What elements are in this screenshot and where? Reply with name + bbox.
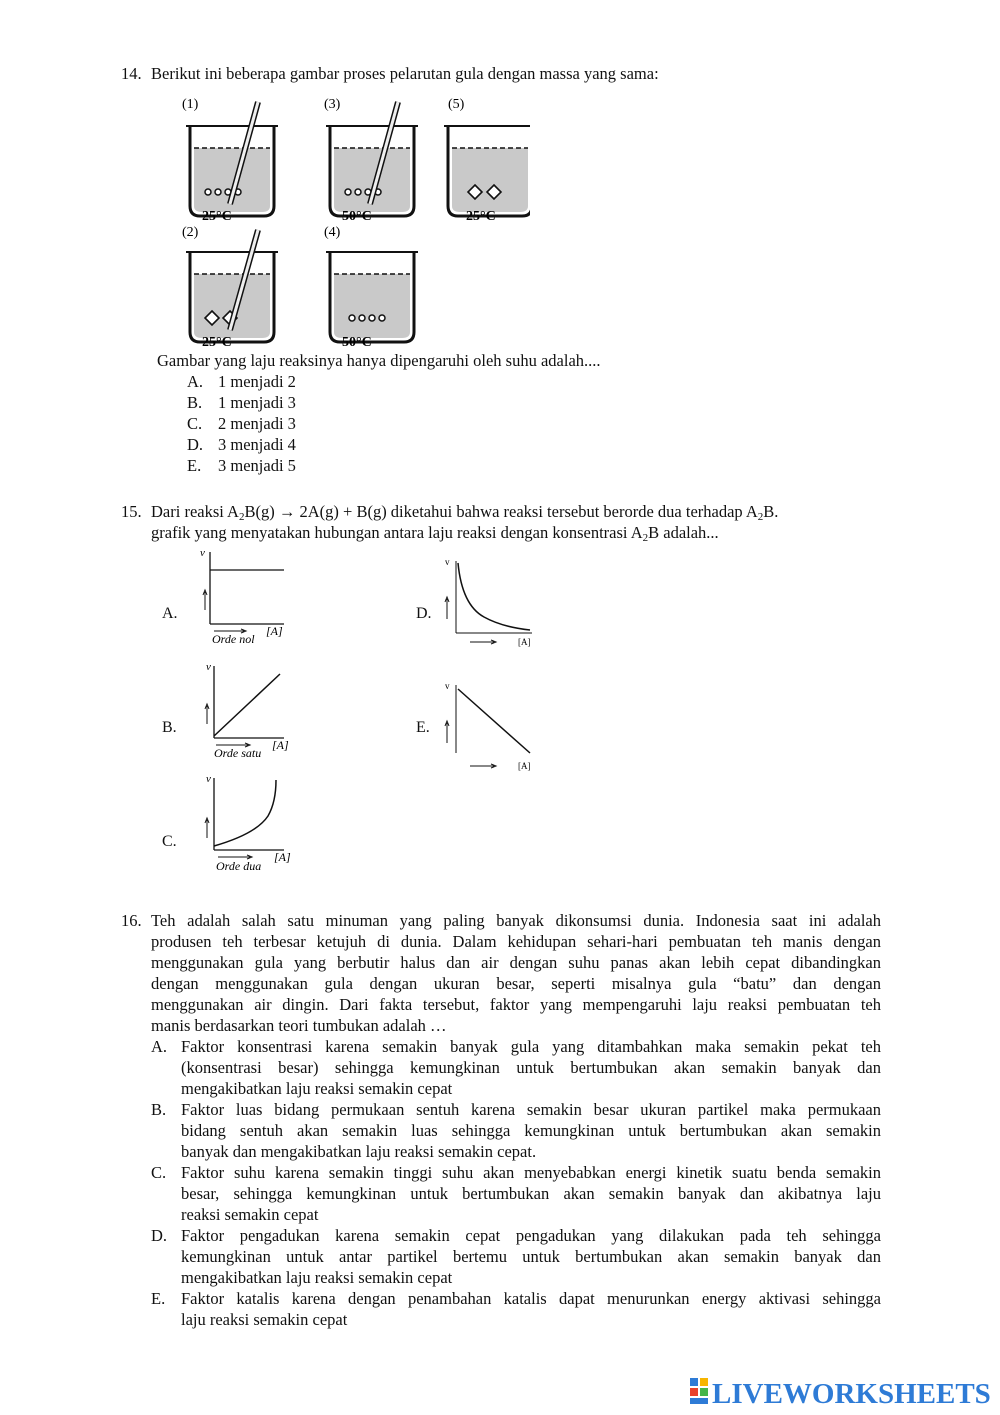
question-number: 14. <box>121 64 142 83</box>
beaker-label: (1) <box>182 97 199 112</box>
answer-options <box>151 1036 881 1330</box>
graph-option-letter: B. <box>162 719 177 736</box>
curve-decay <box>458 563 530 630</box>
beaker-temp: 50°C <box>342 335 372 350</box>
logo-text: LIVEWORKSHEETS <box>712 1378 990 1410</box>
question-text: Berikut ini beberapa gambar proses pelarutan gula dengan massa yang sama: <box>151 64 659 83</box>
svg-text:[A]: [A] <box>274 850 291 864</box>
beaker-temp: 25°C <box>202 335 232 350</box>
answer-option[interactable]: B. Faktor luas bidang permukaan sentuh karena semakin besar ukuran partikel maka permukaan bidang sentuh akan semakin luas sehingga kemungkinan untuk bertumbukan akan semakin banyak dan mengakibatkan laju reaksi semakin cepat. <box>151 1100 881 1161</box>
graph-option-d[interactable] <box>440 553 540 649</box>
svg-text:Orde satu: Orde satu <box>214 746 262 760</box>
beaker-5 <box>444 97 530 224</box>
beaker-4 <box>324 225 418 350</box>
graph-option-a[interactable] <box>196 546 306 646</box>
graph-option-b[interactable] <box>196 660 306 760</box>
graph-option-c[interactable] <box>196 772 306 874</box>
svg-text:v: v <box>200 547 205 559</box>
svg-text:[A]: [A] <box>518 637 531 647</box>
beaker-figure <box>170 92 530 352</box>
question-number: 16. <box>121 911 142 930</box>
beaker-label: (3) <box>324 97 341 112</box>
graph-option-letter: E. <box>416 719 430 736</box>
beaker-1 <box>182 97 278 224</box>
beaker-label: (4) <box>324 225 341 240</box>
question-number: 15. <box>121 502 142 521</box>
beaker-2 <box>182 225 278 350</box>
question-prompt: Gambar yang laju reaksinya hanya dipengaruhi oleh suhu adalah.... <box>157 351 601 370</box>
beaker-3 <box>324 97 418 224</box>
answer-option[interactable]: D. Faktor pengadukan karena semakin cepat pengadukan yang dilakukan pada teh sehingga kemungkinan untuk antar partikel bertemu untuk bertumbukan akan semakin banyak dan mengakibatkan laju reaksi semakin cepat <box>151 1226 881 1287</box>
svg-text:Orde dua: Orde dua <box>216 859 262 873</box>
curve-first-order <box>214 674 280 736</box>
curve-decreasing-line <box>458 689 530 753</box>
beaker-label: (5) <box>448 97 465 112</box>
curve-second-order <box>214 780 276 846</box>
answer-option[interactable]: A. Faktor konsentrasi karena semakin banyak gula yang ditambahkan maka semakin pekat teh (konsentrasi besar) sehingga kemungkinan untuk bertumbukan akan semakin banyak dan mengakibatkan laju reaksi semakin cepat <box>151 1037 881 1098</box>
svg-text:v: v <box>445 681 450 691</box>
graph-option-letter: A. <box>162 605 178 622</box>
svg-text:v: v <box>206 773 211 785</box>
svg-text:[A]: [A] <box>518 761 531 771</box>
question-text-2: grafik yang menyatakan hubungan antara laju reaksi dengan konsentrasi $A_2B$ adalah... <box>151 523 719 544</box>
graph-option-letter: C. <box>162 833 177 850</box>
liveworksheets-logo[interactable] <box>690 1370 990 1410</box>
beaker-temp: 25°C <box>202 209 232 224</box>
answer-option[interactable]: E. Faktor katalis karena dengan penambahan katalis dapat menurunkan energy aktivasi sehingga laju reaksi semakin cepat <box>151 1289 881 1329</box>
graph-option-letter: D. <box>416 605 432 622</box>
graph-option-e[interactable] <box>440 677 540 773</box>
answer-option[interactable]: C. Faktor suhu karena semakin tinggi suhu akan menyebabkan energi kinetik suatu benda semakin besar, sehingga kemungkinan untuk bertumbukan akan semakin banyak dan akibatnya laju reaksi semakin cepat <box>151 1163 881 1224</box>
question-text: Dari reaksi $A_2B(g) \to 2A(g) + B(g)$ diketahui bahwa reaksi tersebut berorde dua terhadap $A_2B$. <box>151 502 779 523</box>
beaker-label: (2) <box>182 225 199 240</box>
beaker-temp: 25°C <box>466 209 496 224</box>
svg-text:v: v <box>445 557 450 567</box>
svg-text:[A]: [A] <box>272 738 289 752</box>
svg-text:Orde nol: Orde nol <box>212 632 255 646</box>
logo-mark-icon <box>690 1370 990 1410</box>
beaker-temp: 50°C <box>342 209 372 224</box>
svg-text:v: v <box>206 661 211 673</box>
question-text: Teh adalah salah satu minuman yang paling banyak dikonsumsi dunia. Indonesia saat ini adalah produsen teh terbesar ketujuh di dunia. Dalam kehidupan sehari-hari pembuatan teh manis dengan menggunakan gula yang berbutir halus dan air dengan suhu panas akan lebih cepat dibandingkan dengan menggunakan gula dengan ukuran besar, seperti misalnya gula “batu” dan dengan menggunakan air dingin. Dari fakta tersebut, faktor yang mempengaruhi laju reaksi pembuatan teh manis berdasarkan teori tumbukan adalah … <box>151 911 881 1035</box>
svg-text:[A]: [A] <box>266 624 283 638</box>
